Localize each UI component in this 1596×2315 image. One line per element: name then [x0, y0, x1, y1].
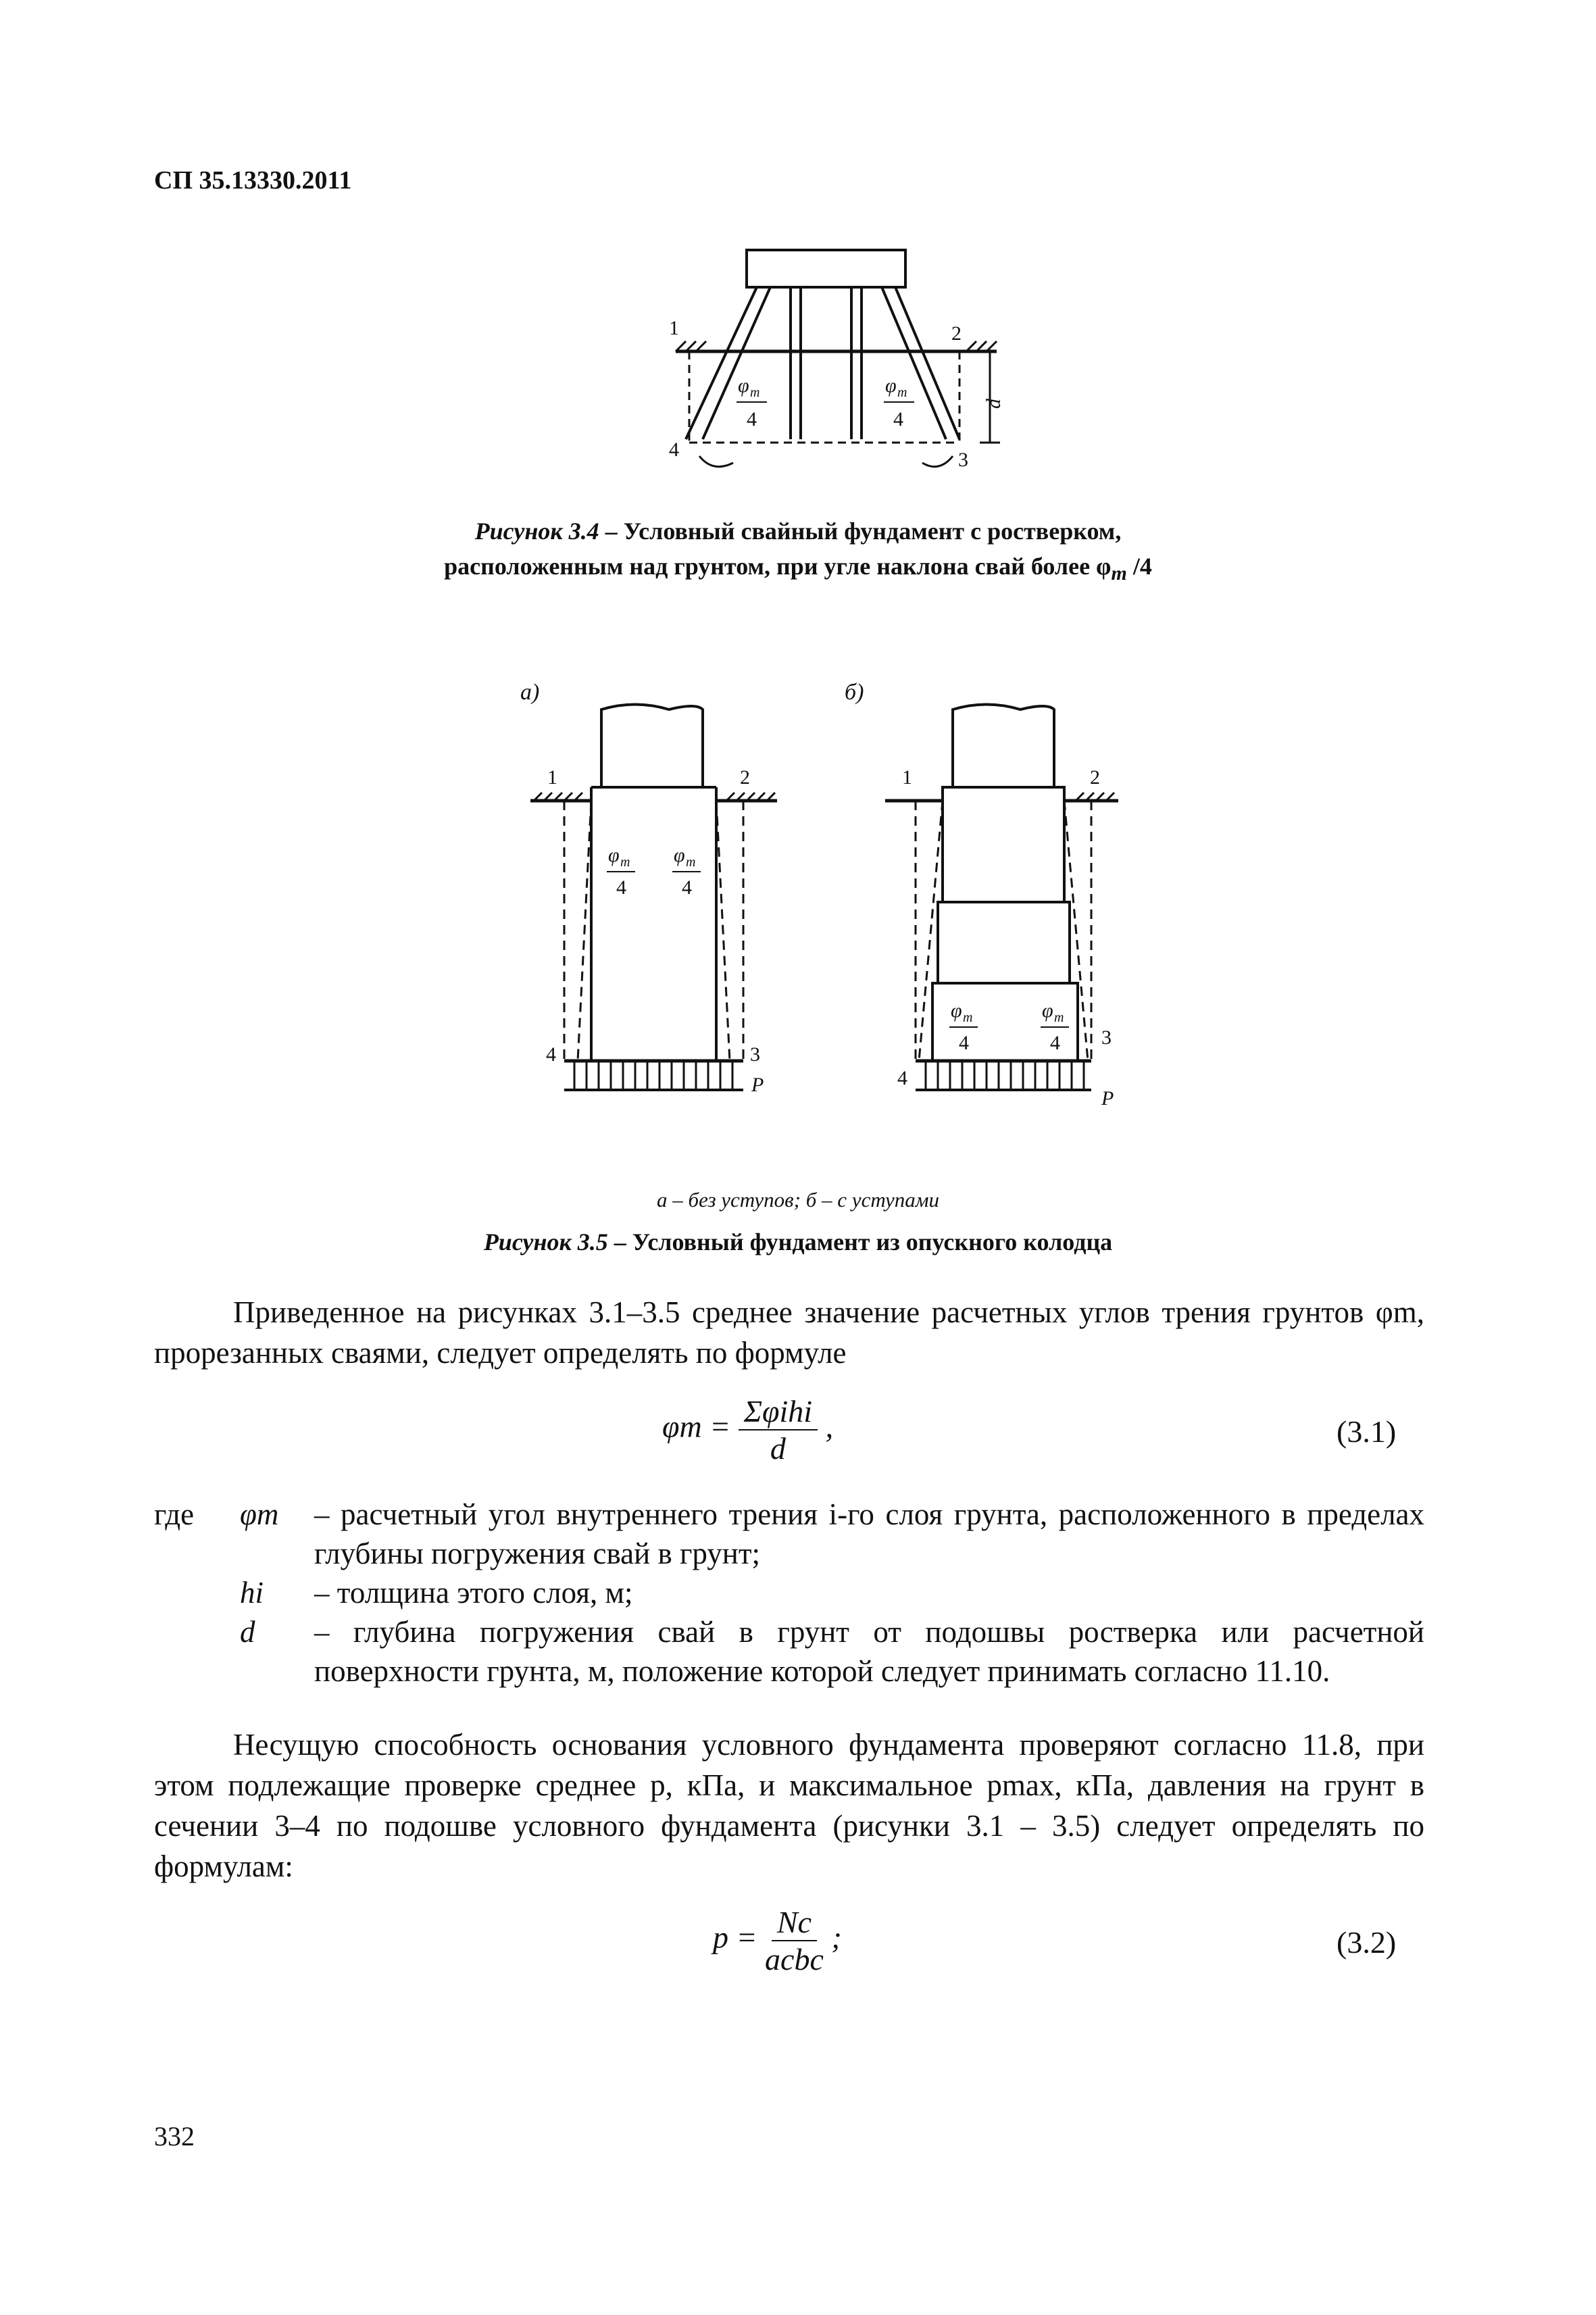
- formula-3-2-number: (3.2): [1337, 1925, 1397, 1960]
- svg-text:4: 4: [616, 876, 626, 899]
- formula-3-2: p = $\frac{Nc}{\text{acbc}}$ ;: [713, 1905, 842, 1976]
- panel-b-label: б): [845, 680, 864, 705]
- panel-a-label-1: 1: [547, 766, 557, 789]
- svg-text:m: m: [897, 385, 907, 400]
- svg-text:m: m: [1054, 1010, 1064, 1025]
- depth-d1: d: [982, 399, 1005, 409]
- figure-3-4-caption: Рисунок 3.4 – Условный свайный фундамент с ростверком, расположенным над грунтом, при угле наклона свай более $\varphi_m$ /4: [444, 518, 1152, 585]
- panel-b-label-3: 3: [1101, 1026, 1112, 1049]
- panel-a-pressure-label: P: [751, 1074, 764, 1096]
- svg-text:φ: φ: [608, 844, 620, 866]
- pile-cap: [747, 250, 905, 287]
- svg-text:φ: φ: [1042, 999, 1053, 1022]
- svg-text:4: 4: [1050, 1032, 1060, 1054]
- definition-row: где φm – расчетный угол внутреннего трения i-го слоя грунта, расположенного в пределах глубины погружения свай в грунт;: [154, 1497, 1424, 1570]
- paragraph-mean-friction-angle: Приведенное на рисунках 3.1–3.5 среднее значение расчетных углов трения грунтов φm, прорезанных сваями, следует определять по формуле: [154, 1295, 1424, 1370]
- panel-b-label-1: 1: [902, 766, 912, 789]
- definition-row: d – глубина погружения свай в грунт от подошвы ростверка или расчетной поверхности грунта, м, положение которой следует принимать согласно 11.10.: [240, 1615, 1424, 1688]
- figure-3-5-number: Рисунок 3.5: [483, 1228, 608, 1255]
- panel-b-label-2: 2: [1090, 766, 1100, 789]
- panel-a-label: а): [520, 680, 540, 705]
- svg-text:4: 4: [682, 876, 692, 899]
- phi-left: φ: [738, 374, 749, 397]
- symbol-definitions: [154, 1495, 1424, 1691]
- panel-a-label-3: 3: [750, 1043, 760, 1066]
- panel-b-label-4: 4: [897, 1067, 907, 1089]
- inclined-pile-right: [895, 287, 959, 439]
- label-3: 3: [958, 449, 968, 471]
- label-1: 1: [669, 317, 679, 339]
- svg-text:4: 4: [959, 1032, 969, 1054]
- page-number: 332: [154, 2121, 195, 2151]
- svg-text:4: 4: [893, 408, 903, 430]
- svg-text:φ: φ: [674, 844, 685, 866]
- svg-text:m: m: [620, 855, 630, 870]
- figure-3-5-subcaption: а – без уступов; б – с уступами: [657, 1188, 939, 1212]
- formula-3-1-number: (3.1): [1337, 1414, 1397, 1449]
- svg-text:m: m: [750, 385, 760, 400]
- svg-text:φ: φ: [951, 999, 962, 1022]
- figure-3-5-caption: Рисунок 3.5 – Условный фундамент из опускного колодца: [483, 1228, 1113, 1255]
- definition-row: hi – толщина этого слоя, м;: [240, 1576, 633, 1610]
- panel-a-label-2: 2: [740, 766, 750, 789]
- figure-3-4-diagram: [649, 240, 1014, 483]
- phi-right: φ: [885, 374, 897, 397]
- figure-3-5-diagram: [500, 666, 1169, 1139]
- figure-3-4-number: Рисунок 3.4: [474, 518, 599, 545]
- paragraph-bearing-capacity: Несущую способность основания условного фундамента проверяют согласно 11.8, при этом подлежащие проверке среднее p, кПа, и максимальное pmax, кПа, давления на грунт в сечении 3–4 по подошве условного фундамента (рисунки 3.1 – 3.5) следует определять по формулам:: [154, 1728, 1424, 1883]
- svg-text:m: m: [963, 1010, 973, 1025]
- caisson-with-steps: [885, 705, 1118, 1091]
- panel-b-pressure-label: P: [1101, 1087, 1114, 1110]
- svg-text:m: m: [686, 855, 696, 870]
- label-2: 2: [951, 322, 962, 345]
- document-code-header: СП 35.13330.2011: [154, 166, 352, 195]
- svg-text:4: 4: [747, 408, 757, 430]
- label-4: 4: [669, 439, 679, 461]
- panel-a-label-4: 4: [546, 1043, 556, 1066]
- caisson-without-steps: [530, 705, 777, 1091]
- formula-3-1: φm = $\frac{\text{Σφihi}}{d}$ ,: [662, 1394, 834, 1466]
